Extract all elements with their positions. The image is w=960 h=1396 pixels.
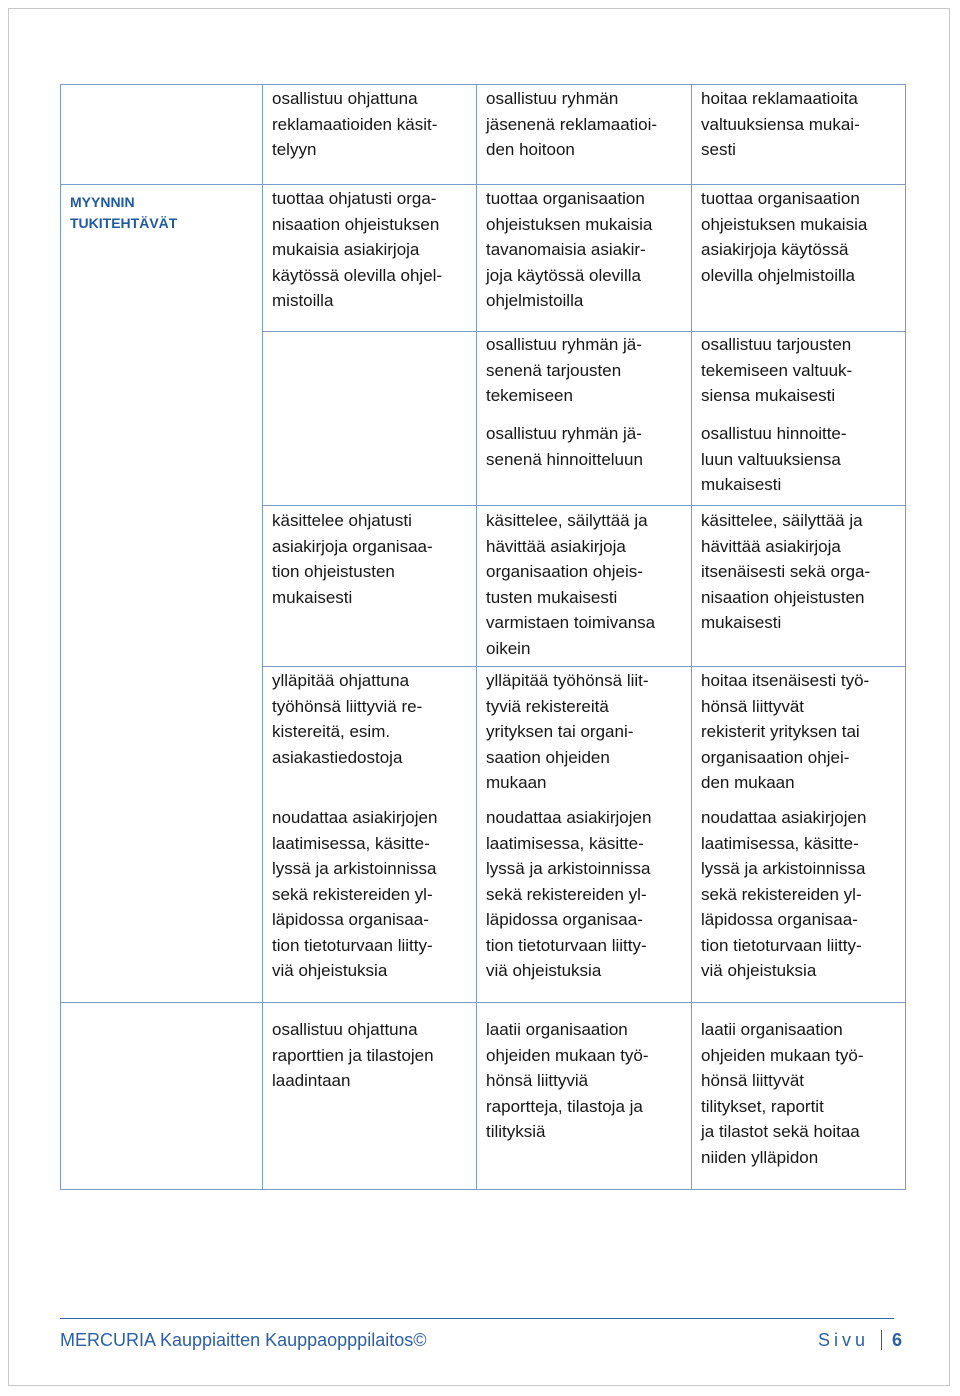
column-divider bbox=[476, 85, 477, 1189]
column-divider bbox=[262, 85, 263, 1189]
footer-publisher: MERCURIA Kauppiaitten Kauppaopppilaitos© bbox=[60, 1330, 427, 1350]
table-cell: laatii organisaation ohjeiden mukaan työ- hönsä liittyviä raportteja, tilastoja ja tilityksiä bbox=[486, 1020, 649, 1141]
column-divider bbox=[691, 85, 692, 1189]
table-cell: ylläpitää työhönsä liit- tyviä rekistereitä yrityksen tai organi- saation ohjeiden mukaan bbox=[486, 671, 649, 792]
page-label: Sivu bbox=[817, 1330, 869, 1350]
table-cell: tuottaa ohjatusti orga- nisaation ohjeistuksen mukaisia asiakirjoja käytössä olevilla ohjel- mistoilla bbox=[272, 189, 443, 310]
table-cell: osallistuu ryhmän jäsenenä reklamaatioi- den hoitoon bbox=[486, 89, 658, 159]
table-cell: käsittelee ohjatusti asiakirjoja organisaa- tion ohjeistusten mukaisesti bbox=[272, 511, 433, 607]
row-divider bbox=[61, 184, 905, 185]
page-separator bbox=[881, 1330, 882, 1350]
footer-page-indicator bbox=[818, 1328, 902, 1352]
table-cell: hoitaa itsenäisesti työ- hönsä liittyvät rekisterit yrityksen tai organisaation ohjei- den mukaan bbox=[701, 671, 870, 792]
table-cell: ylläpitää ohjattuna työhönsä liittyviä re- kistereitä, esim. asiakastiedostoja bbox=[272, 671, 423, 767]
table-cell: tuottaa organisaation ohjeistuksen mukaisia asiakirjoja käytössä olevilla ohjelmistoilla bbox=[701, 189, 868, 285]
row-divider bbox=[61, 1002, 905, 1003]
table-cell: noudattaa asiakirjojen laatimisessa, käsitte- lyssä ja arkistoinnissa sekä rekistereiden yl- läpidossa organisaa- tion tietoturvaan liitty- viä ohjeistuksia bbox=[486, 808, 652, 980]
table-cell: osallistuu tarjousten tekemiseen valtuuk- siensa mukaisesti bbox=[701, 335, 853, 405]
row-divider bbox=[262, 505, 905, 506]
table-cell: noudattaa asiakirjojen laatimisessa, käsitte- lyssä ja arkistoinnissa sekä rekistereiden yl- läpidossa organisaa- tion tietoturvaan liitty- viä ohjeistuksia bbox=[701, 808, 867, 980]
table-cell: noudattaa asiakirjojen laatimisessa, käsitte- lyssä ja arkistoinnissa sekä rekistereiden yl- läpidossa organisaa- tion tietoturvaan liitty- viä ohjeistuksia bbox=[272, 808, 438, 980]
table-cell: osallistuu ohjattuna reklamaatioiden käsit- telyyn bbox=[272, 89, 438, 159]
table-cell: osallistuu ohjattuna raporttien ja tilastojen laadintaan bbox=[272, 1020, 434, 1090]
table-cell: osallistuu ryhmän jä- senenä tarjousten tekemiseen bbox=[486, 335, 642, 405]
table-cell: laatii organisaation ohjeiden mukaan työ- hönsä liittyvät tilitykset, raportit ja tilastot sekä hoitaa niiden ylläpidon bbox=[701, 1020, 864, 1167]
table-cell: hoitaa reklamaatioita valtuuksiensa mukai- sesti bbox=[701, 89, 860, 159]
row-label-myynnin-tukitehtavat: MYYNNIN TUKITEHTÄVÄT bbox=[70, 194, 178, 231]
table-cell: osallistuu hinnoitte- luun valtuuksiensa mukaisesti bbox=[701, 424, 847, 494]
row-divider bbox=[262, 666, 905, 667]
table-cell: osallistuu ryhmän jä- senenä hinnoitteluun bbox=[486, 424, 643, 469]
footer-rule bbox=[60, 1318, 894, 1319]
table-cell: käsittelee, säilyttää ja hävittää asiakirjoja organisaation ohjeis- tusten mukaisesti varmistaen toimivansa oikein bbox=[486, 511, 656, 658]
table-cell: käsittelee, säilyttää ja hävittää asiakirjoja itsenäisesti sekä orga- nisaation ohjeistusten mukaisesti bbox=[701, 511, 871, 632]
table-cell: tuottaa organisaation ohjeistuksen mukaisia tavanomaisia asiakir- joja käytössä olevilla ohjelmistoilla bbox=[486, 189, 653, 310]
page-number: 6 bbox=[891, 1330, 902, 1350]
